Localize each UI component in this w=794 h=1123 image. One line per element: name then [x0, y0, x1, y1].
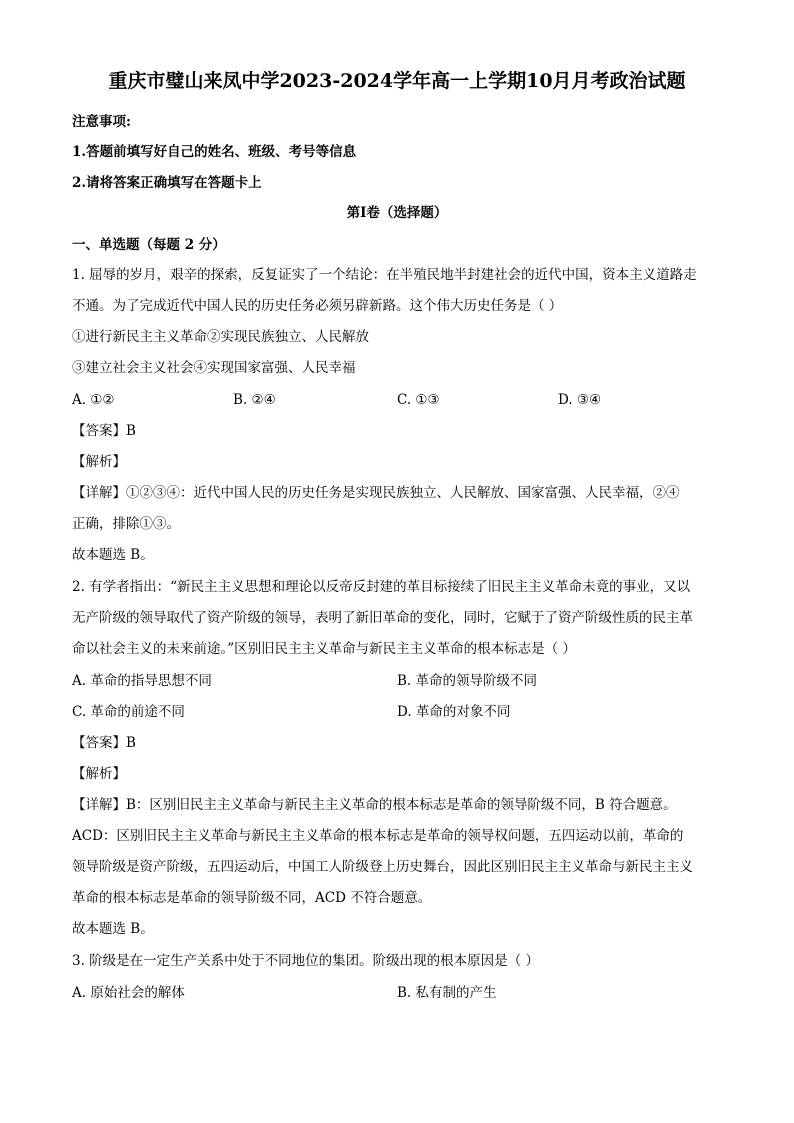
q2-stem-line-3: 命以社会主义的未来前途。”区别旧民主主义革命与新民主主义革命的根本标志是（ ）	[72, 641, 576, 657]
q1-analysis: 【解析】	[72, 454, 126, 470]
q2-detail-line-3: 领导阶级是资产阶级，五四运动后，中国工人阶级登上历史舞台，因此区别旧民主主义革命与新民主主义	[72, 859, 693, 875]
q1-detail-line-1: 【详解】①②③④：近代中国人民的历史任务是实现民族独立、人民解放、国家富强、人民幸福，②④	[72, 485, 680, 501]
q1-stem-line-2: 不通。为了完成近代中国人民的历史任务必须另辟新路。这个伟大历史任务是（ ）	[72, 298, 563, 314]
volume-title: 第I卷（选择题）	[346, 205, 448, 221]
notice-item-2: 2.请将答案正确填写在答题卡上	[72, 175, 262, 191]
notice-heading: 注意事项:	[72, 114, 131, 130]
q1-answer: 【答案】B	[72, 423, 136, 439]
q2-option-c: C. 革命的前途不同	[72, 704, 185, 720]
q2-option-b: B. 革命的领导阶级不同	[397, 673, 538, 689]
q1-option-d: D. ③④	[558, 392, 602, 408]
q2-detail-line-4: 革命的根本标志是革命的领导阶级不同，ACD 不符合题意。	[72, 890, 432, 906]
q3-option-b: B. 私有制的产生	[397, 985, 497, 1001]
q2-analysis: 【解析】	[72, 766, 126, 782]
q1-stem-line-1: 1. 屈辱的岁月，艰辛的探索，反复证实了一个结论：在半殖民地半封建社会的近代中国，资本主义道路走	[72, 267, 697, 283]
q1-conclusion: 故本题选 B。	[72, 547, 154, 563]
q1-statement-1: ①进行新民主主义革命②实现民族独立、人民解放	[72, 329, 369, 345]
q2-option-a: A. 革命的指导思想不同	[72, 673, 212, 689]
q2-option-d: D. 革命的对象不同	[397, 704, 511, 720]
q1-option-b: B. ②④	[233, 392, 276, 408]
q2-stem-line-2: 无产阶级的领导取代了资产阶级的领导，表明了新旧革命的变化，同时，它赋于了资产阶级性质的民主革	[72, 610, 693, 626]
q1-detail-line-2: 正确，排除①③。	[72, 516, 180, 532]
q1-option-c: C. ①③	[397, 392, 440, 408]
q2-answer: 【答案】B	[72, 735, 136, 751]
q2-detail-line-1: 【详解】B：区别旧民主主义革命与新民主主义革命的根本标志是革命的领导阶级不同，B 符合题意。	[72, 797, 677, 813]
q3-stem-line-1: 3. 阶级是在一定生产关系中处于不同地位的集团。阶级出现的根本原因是（ ）	[72, 953, 539, 969]
notice-item-1: 1.答题前填写好自己的姓名、班级、考号等信息	[72, 144, 357, 160]
q2-detail-line-2: ACD：区别旧民主主义革命与新民主主义革命的根本标志是革命的领导权问题，五四运动以前，革命的	[72, 828, 684, 844]
q3-option-a: A. 原始社会的解体	[72, 985, 185, 1001]
q1-statement-2: ③建立社会主义社会④实现国家富强、人民幸福	[72, 360, 356, 376]
q2-stem-line-1: 2. 有学者指出：“新民主主义思想和理论以反帝反封建的革目标接续了旧民主主义革命未竟的事业，又以	[72, 579, 691, 595]
q2-conclusion: 故本题选 B。	[72, 921, 154, 937]
q1-option-a: A. ①②	[72, 392, 115, 408]
section-title: 一、单选题（每题 2 分）	[72, 237, 226, 253]
page-title: 重庆市璧山来凤中学2023-2024学年高一上学期10月月考政治试题	[108, 70, 686, 92]
